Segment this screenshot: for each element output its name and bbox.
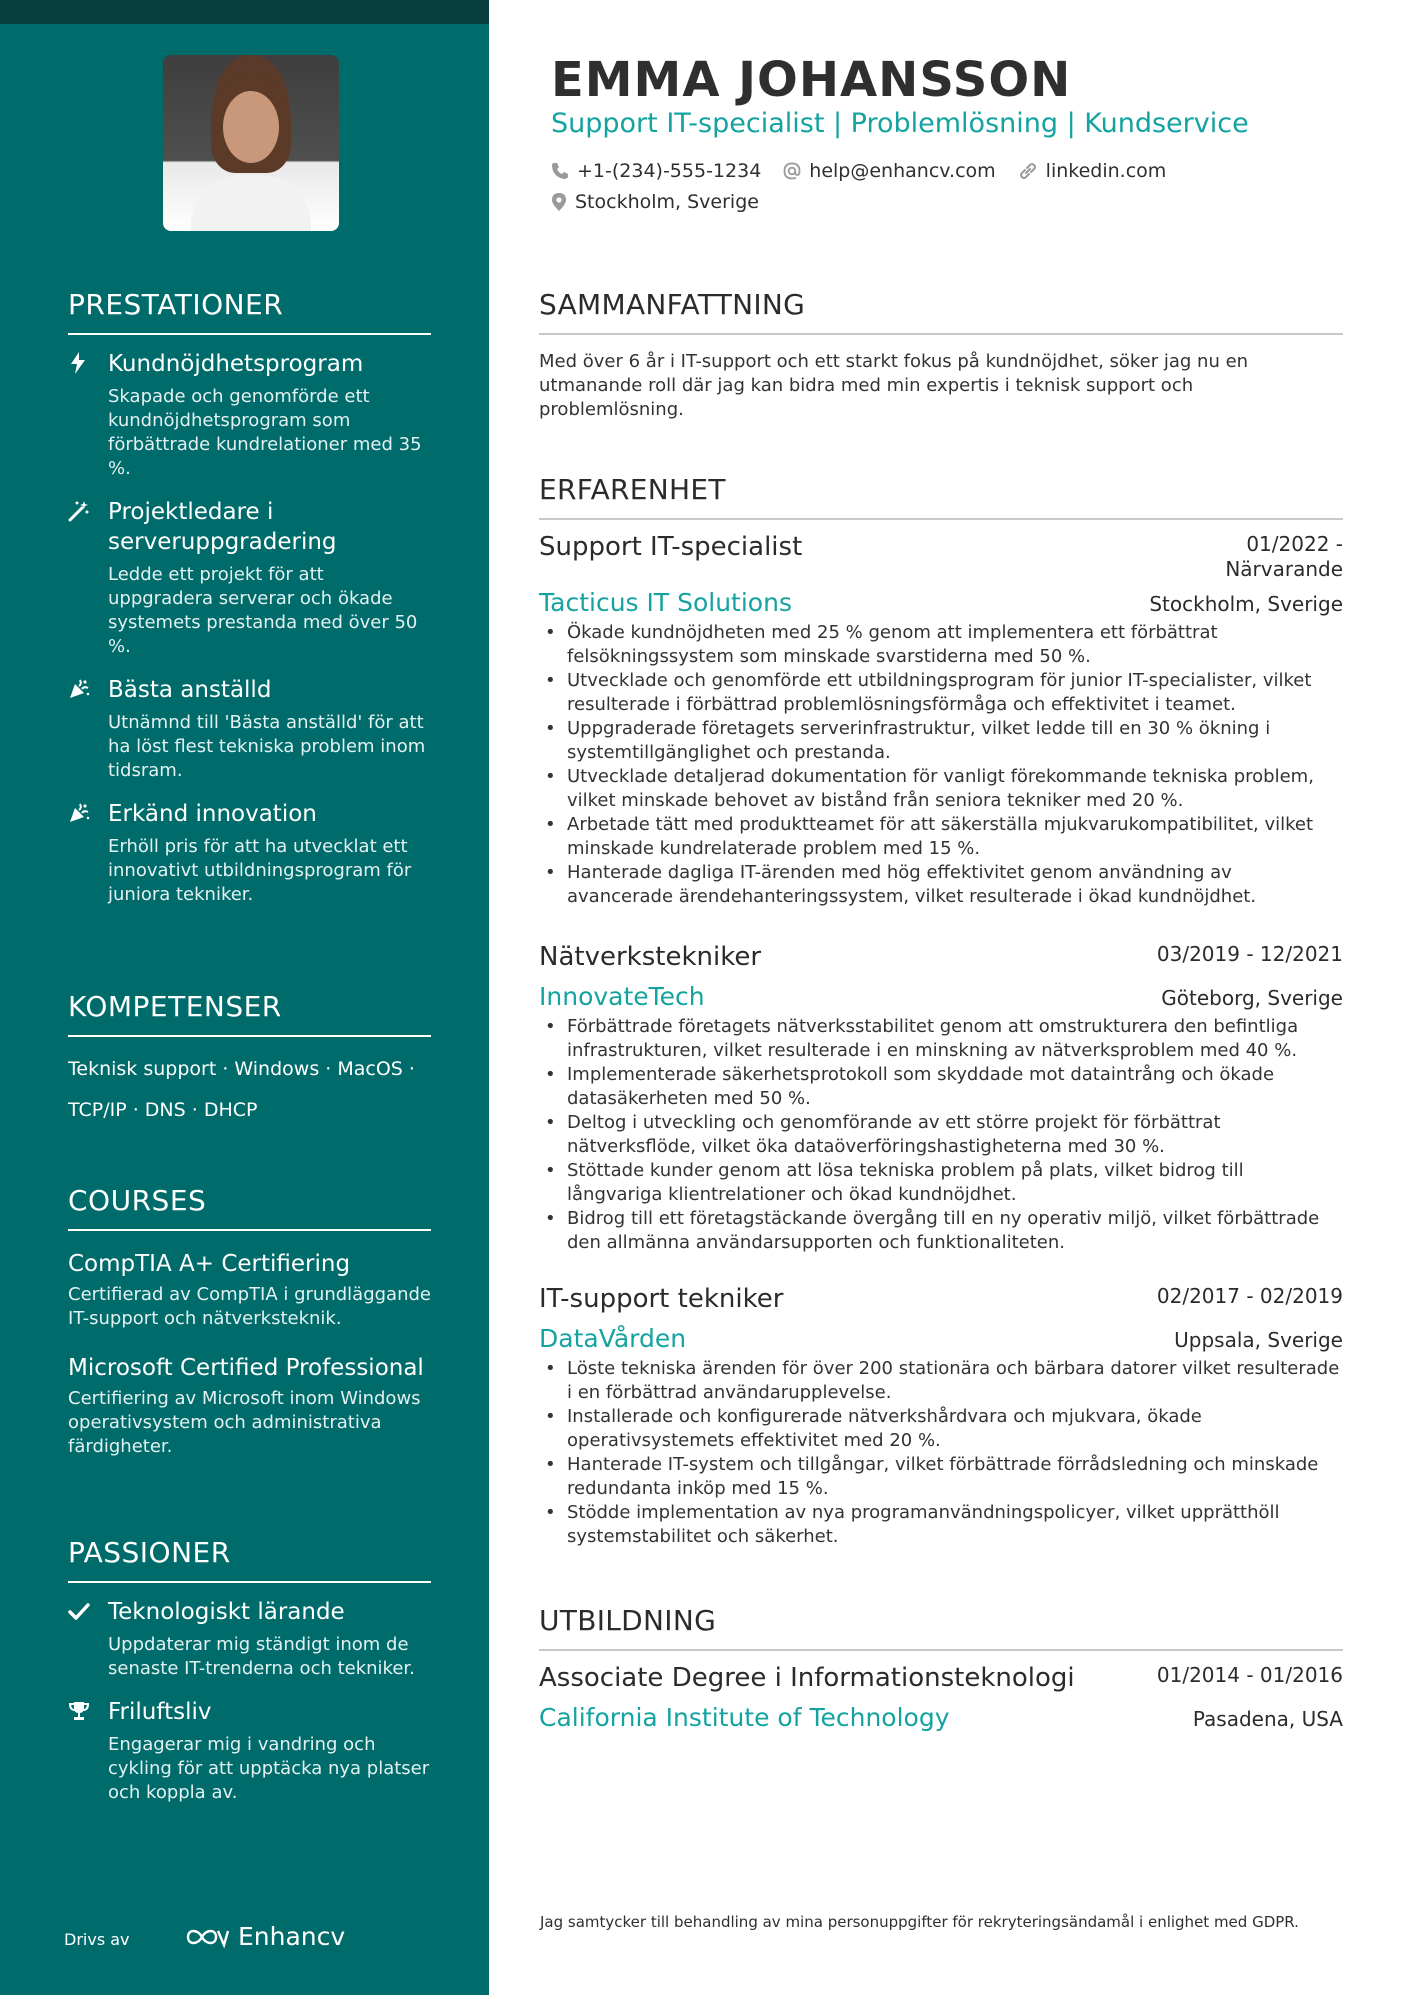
courses-heading: COURSES: [68, 1184, 431, 1231]
enhancv-logo[interactable]: [184, 1922, 345, 1951]
contact-phone[interactable]: [551, 160, 761, 182]
celebration-icon: [68, 678, 88, 700]
achievement-desc: Skapade och genomförde ett kundnöjdhetsprogram som förbättrade kundrelationer med 35 %.: [108, 386, 422, 479]
job-bullet: • Bidrog till ett företagstäckande övergång till en ny operativ miljö, vilket förbättrade den allmänna användarsupporten och funktionaliteten.: [539, 1207, 1343, 1255]
passion-desc: Uppdaterar mig ständigt inom de senaste IT-trenderna och tekniker.: [108, 1634, 415, 1679]
job-bullet: • Hanterade dagliga IT-ärenden med hög effektivitet genom användning av avancerade ärendehanteringssystem, vilket resulterade i ökad kundnöjdhet.: [539, 861, 1343, 909]
celebration-icon: [68, 802, 88, 824]
linkedin-text: linkedin.com: [1045, 160, 1167, 182]
achievement-title: Kundnöjdhetsprogram: [108, 351, 364, 377]
education-heading: UTBILDNING: [539, 1604, 1343, 1651]
achievement-title: Projektledare i serveruppgradering: [108, 499, 337, 555]
checkmark-icon: [68, 1600, 88, 1622]
course-title: CompTIA A+ Certifiering: [68, 1251, 351, 1277]
achievement-item: [68, 675, 431, 783]
job-bullet: • Installerade och konfigurerade nätverkshårdvara och mjukvara, ökade operativsystemets effektivitet med 20 %.: [539, 1405, 1343, 1453]
enhancv-brand: Enhancv: [238, 1922, 346, 1951]
job-location: Stockholm, Sverige: [1149, 592, 1343, 616]
job-company: Tacticus IT Solutions: [539, 588, 792, 617]
education-entry: [539, 1663, 1343, 1732]
job-location: Göteborg, Sverige: [1161, 986, 1343, 1010]
job-date: 02/2017 - 02/2019: [1156, 1284, 1343, 1308]
achievements-section: [68, 288, 431, 907]
phone-icon: [551, 162, 569, 180]
skills-section: [68, 990, 431, 1131]
job-bullets: [539, 1357, 1343, 1549]
course-title: Microsoft Certified Professional: [68, 1355, 424, 1381]
passion-desc: Engagerar mig i vandring och cykling för att upptäcka nya platser och koppla av.: [108, 1734, 430, 1803]
job-bullet: • Ökade kundnöjdheten med 25 % genom att implementera ett förbättrat felsökningssystem som minskade svarstiderna med 50 %.: [539, 621, 1343, 669]
candidate-headline: Support IT-specialist | Problemlösning | Kundservice: [551, 108, 1249, 139]
contact-info: [551, 160, 1311, 222]
achievement-title: Bästa anställd: [108, 677, 272, 703]
email-text: help@enhancv.com: [809, 160, 996, 182]
passion-title: Teknologiskt lärande: [108, 1599, 345, 1625]
achievement-title: Erkänd innovation: [108, 801, 317, 827]
job-title: Support IT-specialist: [539, 532, 803, 562]
job-entry: [539, 942, 1343, 1255]
job-location: Uppsala, Sverige: [1174, 1328, 1343, 1352]
job-entry: [539, 1284, 1343, 1549]
job-bullet: • Deltog i utveckling och genomförande av ett större projekt för förbättrat nätverksflöde, vilket öka dataöverföringshastigheterna med 30 %.: [539, 1111, 1343, 1159]
job-bullet: • Förbättrade företagets nätverksstabilitet genom att omstrukturera den befintliga infrastrukturen, vilket resulterade i en minskning av nätverksproblem med 40 %.: [539, 1015, 1343, 1063]
course-item: [68, 1249, 431, 1331]
gdpr-consent: Jag samtycker till behandling av mina personuppgifter för rekryteringsändamål i enlighet med GDPR.: [540, 1913, 1299, 1931]
passions-section: [68, 1536, 431, 1805]
education-school: California Institute of Technology: [539, 1703, 950, 1732]
skills-line: TCP/IP · DNS · DHCP: [68, 1099, 258, 1121]
job-title: IT-support tekniker: [539, 1284, 784, 1314]
education-date: 01/2014 - 01/2016: [1156, 1663, 1343, 1687]
candidate-name: EMMA JOHANSSON: [551, 52, 1072, 108]
contact-email[interactable]: [783, 160, 995, 182]
sidebar-top-bar: [0, 0, 489, 24]
job-bullet: • Stödde implementation av nya programanvändningspolicyer, vilket upprätthöll systemstabilitet och säkerhet.: [539, 1501, 1343, 1549]
education-location: Pasadena, USA: [1192, 1707, 1343, 1731]
job-bullet: • Uppgraderade företagets serverinfrastruktur, vilket ledde till en 30 % ökning i systemtillgänglighet och prestanda.: [539, 717, 1343, 765]
education-degree: Associate Degree i Informationsteknologi: [539, 1663, 1075, 1693]
job-date: 03/2019 - 12/2021: [1156, 942, 1343, 966]
phone-text: +1-(234)-555-1234: [577, 160, 762, 182]
contact-linkedin[interactable]: [1018, 160, 1167, 182]
profile-photo: [163, 55, 339, 231]
link-icon: [1018, 162, 1038, 180]
job-title: Nätverkstekniker: [539, 942, 762, 972]
job-company: DataVården: [539, 1324, 687, 1353]
job-date: [1225, 532, 1343, 582]
location-pin-icon: [551, 192, 567, 212]
skills-line: Teknisk support · Windows · MacOS ·: [68, 1058, 415, 1080]
enhancv-logo-icon: [184, 1925, 230, 1949]
passion-title: Friluftsliv: [108, 1699, 212, 1725]
course-desc: Certifierad av CompTIA i grundläggande IT-support och nätverksteknik.: [68, 1284, 431, 1329]
achievement-desc: Utnämnd till 'Bästa anställd' för att ha löst flest tekniska problem inom tidsram.: [108, 712, 426, 781]
job-bullets: [539, 621, 1343, 909]
job-company: InnovateTech: [539, 982, 705, 1011]
passion-item: [68, 1597, 431, 1681]
job-bullet: • Stöttade kunder genom att lösa tekniska problem på plats, vilket bidrog till långvariga klientrelationer och ökad kundnöjdhet.: [539, 1159, 1343, 1207]
job-bullet: • Löste tekniska ärenden för över 200 stationära och bärbara datorer vilket resulterade i en förbättrad användarupplevelse.: [539, 1357, 1343, 1405]
job-bullet: • Hanterade IT-system och tillgångar, vilket förbättrade förrådsledning och minskade redundanta inköp med 15 %.: [539, 1453, 1343, 1501]
powered-by-label: Drivs av: [64, 1930, 130, 1949]
job-bullet: • Implementerade säkerhetsprotokoll som skyddade mot dataintrång och ökade datasäkerheten med 50 %.: [539, 1063, 1343, 1111]
skills-heading: KOMPETENSER: [68, 990, 431, 1037]
achievement-desc: Ledde ett projekt för att uppgradera serverar och ökade systemets prestanda med över 50 %.: [108, 564, 418, 657]
achievement-desc: Erhöll pris för att ha utvecklat ett innovativt utbildningsprogram för juniora tekniker.: [108, 836, 412, 905]
passion-item: [68, 1697, 431, 1805]
contact-location: [551, 191, 759, 213]
summary-text: Med över 6 år i IT-support och ett starkt fokus på kundnöjdhet, söker jag nu en utmanande roll där jag kan bidra med min expertis i teknisk support och problemlösning.: [539, 351, 1249, 420]
course-desc: Certifiering av Microsoft inom Windows operativsystem och administrativa färdigheter.: [68, 1388, 421, 1457]
job-date-end: Närvarande: [1225, 557, 1343, 581]
lightning-icon: [68, 352, 88, 374]
magic-wand-icon: [68, 500, 88, 522]
achievements-heading: PRESTATIONER: [68, 288, 431, 335]
job-bullet: • Utvecklade detaljerad dokumentation för vanligt förekommande tekniska problem, vilket minskade behovet av bistånd från seniora tekniker med 20 %.: [539, 765, 1343, 813]
achievement-item: [68, 349, 431, 481]
job-entry: [539, 532, 1343, 909]
achievement-item: [68, 799, 431, 907]
trophy-icon: [68, 1700, 88, 1722]
job-date-start: 01/2022 -: [1246, 532, 1343, 556]
passions-heading: PASSIONER: [68, 1536, 431, 1583]
experience-heading: ERFARENHET: [539, 473, 1343, 520]
location-text: Stockholm, Sverige: [575, 191, 759, 213]
achievement-item: [68, 497, 431, 659]
sidebar: [0, 0, 489, 1995]
job-bullet: • Arbetade tätt med produktteamet för att säkerställa mjukvarukompatibilitet, vilket minskade kundrelaterade problem med 15 %.: [539, 813, 1343, 861]
skills-list: [68, 1049, 431, 1131]
job-bullet: • Utvecklade och genomförde ett utbildningsprogram för junior IT-specialister, vilket resulterade i förbättrad problemlösningsförmåga och effektivitet i teamet.: [539, 669, 1343, 717]
course-item: [68, 1353, 431, 1459]
summary-heading: SAMMANFATTNING: [539, 288, 1343, 335]
at-icon: [783, 162, 801, 180]
job-bullets: [539, 1015, 1343, 1255]
courses-section: [68, 1184, 431, 1459]
